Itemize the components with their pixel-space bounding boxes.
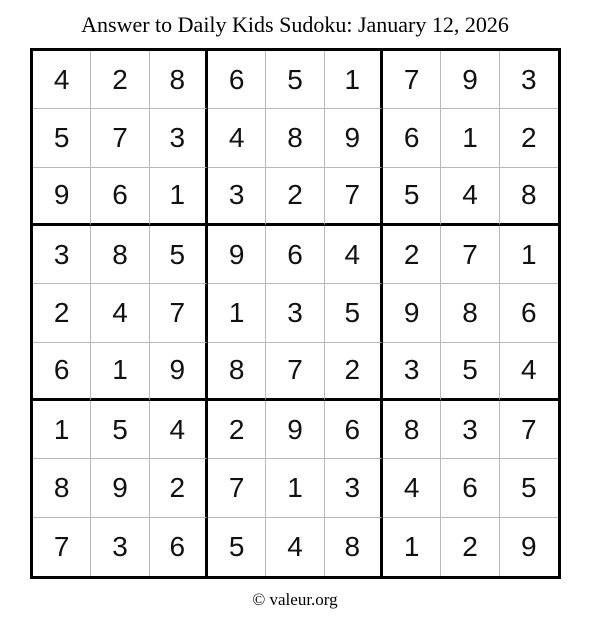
sudoku-cell: 2 <box>33 284 91 342</box>
sudoku-cell: 8 <box>441 284 499 342</box>
sudoku-cell: 8 <box>208 343 266 401</box>
sudoku-cell: 2 <box>441 518 499 576</box>
sudoku-cell: 8 <box>500 168 558 226</box>
sudoku-cell: 5 <box>91 401 149 459</box>
sudoku-cell: 1 <box>208 284 266 342</box>
sudoku-cell: 8 <box>383 401 441 459</box>
sudoku-cell: 1 <box>325 51 383 109</box>
copyright-footer: © valeur.org <box>252 590 338 609</box>
sudoku-cell: 5 <box>266 51 324 109</box>
sudoku-cell: 1 <box>383 518 441 576</box>
page-title: Answer to Daily Kids Sudoku: January 12, 2026 <box>81 12 509 37</box>
sudoku-cell: 9 <box>383 284 441 342</box>
sudoku-cell: 3 <box>441 401 499 459</box>
sudoku-cell: 9 <box>150 343 208 401</box>
sudoku-cell: 4 <box>208 109 266 167</box>
sudoku-cell: 4 <box>91 284 149 342</box>
sudoku-cell: 7 <box>266 343 324 401</box>
sudoku-cell: 5 <box>325 284 383 342</box>
sudoku-cell: 8 <box>150 51 208 109</box>
sudoku-cell: 5 <box>150 226 208 284</box>
sudoku-cell: 8 <box>266 109 324 167</box>
sudoku-cell: 3 <box>91 518 149 576</box>
sudoku-cell: 9 <box>521 530 537 562</box>
sudoku-cell: 4 <box>383 459 441 517</box>
sudoku-cell: 3 <box>33 226 91 284</box>
sudoku-cell: 6 <box>500 284 558 342</box>
sudoku-cell: 5 <box>383 168 441 226</box>
sudoku-cell: 2 <box>500 109 558 167</box>
sudoku-cell: 4 <box>325 226 383 284</box>
sudoku-cell: 6 <box>325 401 383 459</box>
sudoku-cell: 4 <box>266 518 324 576</box>
sudoku-cell: 6 <box>441 459 499 517</box>
sudoku-cell: 9 <box>325 109 383 167</box>
sudoku-cell: 1 <box>266 459 324 517</box>
sudoku-cell: 6 <box>91 168 149 226</box>
sudoku-cell: 2 <box>91 51 149 109</box>
sudoku-cell: 4 <box>500 343 558 401</box>
sudoku-cell: 5 <box>441 343 499 401</box>
sudoku-cell: 9 <box>91 459 149 517</box>
sudoku-cell: 2 <box>150 459 208 517</box>
sudoku-cell: 9 <box>266 401 324 459</box>
sudoku-cell: 1 <box>500 226 558 284</box>
sudoku-cell: 8 <box>91 226 149 284</box>
sudoku-board <box>30 48 561 579</box>
sudoku-cell: 9 <box>208 226 266 284</box>
sudoku-cell: 8 <box>33 459 91 517</box>
sudoku-cell: 7 <box>208 459 266 517</box>
sudoku-cell: 4 <box>33 51 91 109</box>
sudoku-cell: 3 <box>266 284 324 342</box>
sudoku-cell: 7 <box>500 401 558 459</box>
sudoku-cell: 5 <box>208 518 266 576</box>
sudoku-cell: 7 <box>441 226 499 284</box>
sudoku-cell: 2 <box>208 401 266 459</box>
sudoku-cell: 7 <box>325 168 383 226</box>
sudoku-cell: 2 <box>325 343 383 401</box>
sudoku-cell: 6 <box>208 51 266 109</box>
sudoku-cell: 2 <box>266 168 324 226</box>
sudoku-cell: 6 <box>150 518 208 576</box>
sudoku-cell: 6 <box>266 226 324 284</box>
sudoku-cell: 3 <box>383 343 441 401</box>
sudoku-cell: 1 <box>91 343 149 401</box>
sudoku-cell: 5 <box>33 109 91 167</box>
sudoku-cell: 9 <box>33 168 91 226</box>
sudoku-cell: 9 <box>441 51 499 109</box>
sudoku-cell: 3 <box>150 109 208 167</box>
sudoku-cell: 7 <box>91 109 149 167</box>
sudoku-cell: 1 <box>33 401 91 459</box>
sudoku-cell: 4 <box>441 168 499 226</box>
sudoku-cell: 8 <box>325 518 383 576</box>
sudoku-cell: 6 <box>383 109 441 167</box>
sudoku-cell: 1 <box>441 109 499 167</box>
sudoku-cell: 4 <box>150 401 208 459</box>
sudoku-cell: 1 <box>150 168 208 226</box>
sudoku-cell: 3 <box>208 168 266 226</box>
sudoku-cell: 5 <box>500 459 558 517</box>
sudoku-cell: 7 <box>383 51 441 109</box>
sudoku-cell: 2 <box>383 226 441 284</box>
sudoku-cell: 3 <box>325 459 383 517</box>
sudoku-cell: 7 <box>33 518 91 576</box>
sudoku-cell: 3 <box>500 51 558 109</box>
sudoku-cell: 6 <box>33 343 91 401</box>
sudoku-cell: 7 <box>150 284 208 342</box>
